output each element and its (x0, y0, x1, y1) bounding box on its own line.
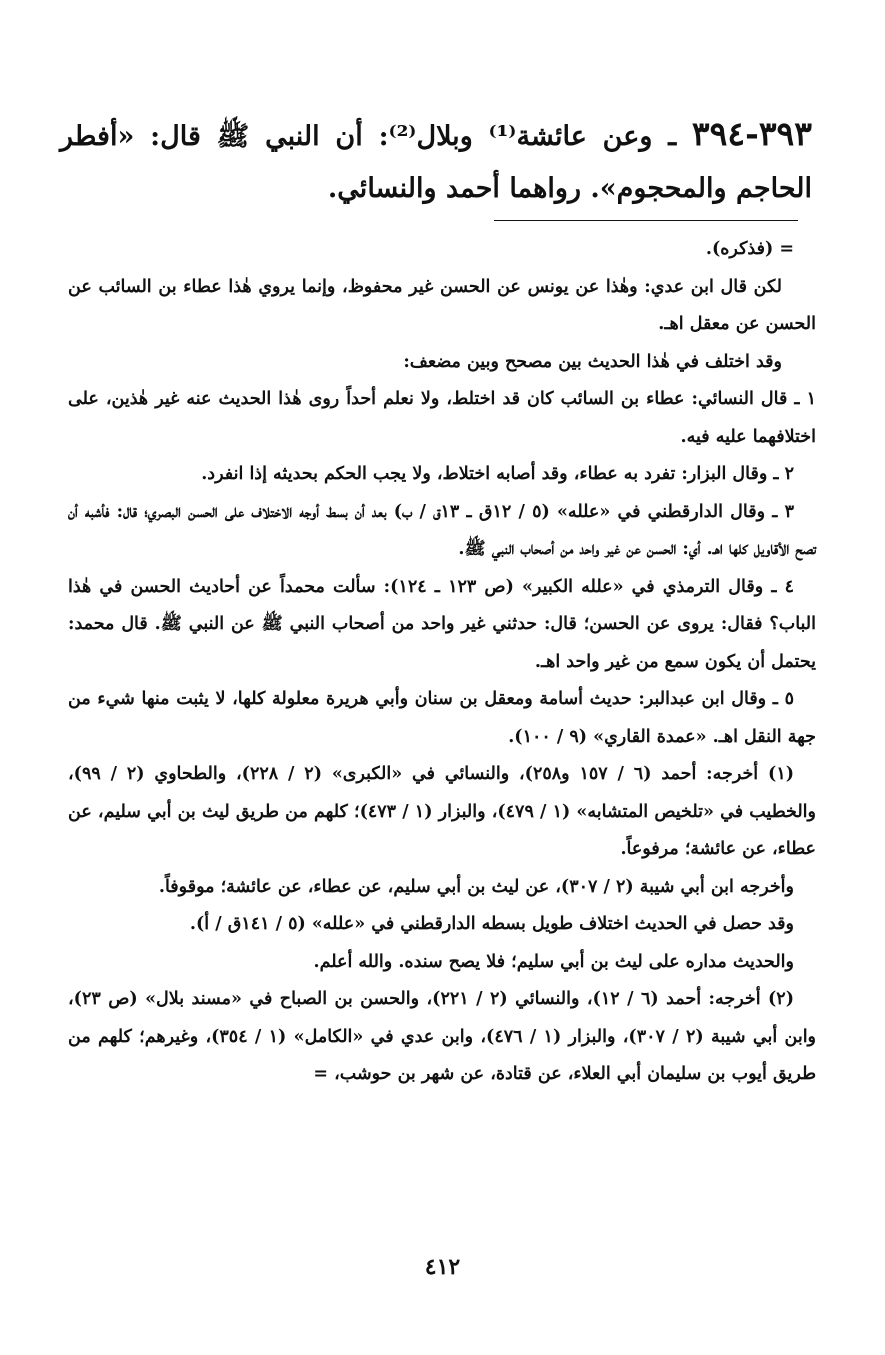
page-number: ٤١٢ (424, 1254, 461, 1280)
note-line: ٥ ـ وقال ابن عبدالبر: حديث أسامة ومعقل بن سنان وأبي هريرة معلولة كلها، لا يثبت منها شيء من جهة النقل اهـ. «عمدة القاري» (٩ / ١٠٠). (68, 689, 816, 747)
footnote-divider (494, 220, 798, 221)
footnote-2: (٢) أخرجه: أحمد (٦ / ١٢)، والنسائي (٢ / ٢٢١)، والحسن بن الصباح في «مسند بلال» (ص ٢٣)، وابن أبي شيبة (٢ / ٣٠٧)، والبزار (١ / ٤٧٦)، وابن عدي في «الكامل» (١ / ٣٥٤)، وغيرهم؛ كلهم من طريق أيوب بن سليمان أبي العلاء، عن قتادة، عن شهر بن حوشب، = (68, 989, 817, 1084)
footnote-1: (١) أخرجه: أحمد (٦ / ١٥٧ و٢٥٨)، والنسائي في «الكبرى» (٢ / ٢٢٨)، والطحاوي (٢ / ٩٩)، والخطيب في «تلخيص المتشابه» (١ / ٤٧٩)، والبزار (١ / ٤٧٣)؛ كلهم من طريق ليث بن أبي سليم، عن عطاء، عن عائشة؛ مرفوعاً. (68, 764, 816, 859)
hadith-text: ـ وعن عائشة⁽¹⁾ وبلال⁽²⁾: أن النبي ﷺ قال: «أفطر الحاجم والمحجوم». رواهما أحمد والنسائي. (60, 121, 812, 204)
note-line: والحديث مداره على ليث بن أبي سليم؛ فلا يصح سنده. والله أعلم. (313, 951, 794, 972)
note-line: وقد اختلف في هٰذا الحديث بين مصحح وبين مضعف: (403, 351, 782, 372)
note-line: وقد حصل في الحديث اختلاف طويل بسطه الدارقطني في «علله» (٥ / ١٤١ق / أ). (189, 914, 794, 934)
note-line: ٢ ـ وقال البزار: تفرد به عطاء، وقد أصابه اختلاط، ولا يجب الحكم بحديثه إذا انفرد. (201, 464, 794, 484)
hadith-number: ٣٩٣-٣٩٤ (691, 114, 812, 153)
note-line: ٣ ـ وقال الدارقطني في «علله» (٥ / ١٢ق ـ ١٣ق / ب) بعد أن بسط أوجه الاختلاف على الحسن البصري؛ قال: فأشبه أن تصح الأقاويل كلها اهـ. أي: الحسن عن غير واحد من أصحاب النبي ﷺ. (68, 501, 816, 559)
note-line: ٤ ـ وقال الترمذي في «علله الكبير» (ص ١٢٣ ـ ١٢٤): سألت محمداً عن أحاديث الحسن في هٰذا الباب؟ فقال: يروى عن الحسن؛ قال: حدثني غير واحد من أصحاب النبي ﷺ عن النبي ﷺ. قال محمد: يحتمل أن يكون سمع من غير واحد اهـ. (68, 576, 816, 672)
note-line: = (فذكره). (705, 239, 794, 259)
footnotes-block (68, 231, 816, 1094)
note-line: لكن قال ابن عدي: وهٰذا عن يونس عن الحسن غير محفوظ، وإنما يروي هٰذا عطاء بن السائب عن الحسن عن معقل اهـ. (68, 276, 816, 334)
note-line: ١ ـ قال النسائي: عطاء بن السائب كان قد اختلط، ولا نعلم أحداً روى هٰذا الحديث عنه غير هٰذين، على اختلافهما عليه فيه. (68, 389, 816, 447)
note-line: وأخرجه ابن أبي شيبة (٢ / ٣٠٧)، عن ليث بن أبي سليم، عن عطاء، عن عائشة؛ موقوفاً. (158, 876, 794, 897)
hadith-text-block (60, 108, 812, 215)
